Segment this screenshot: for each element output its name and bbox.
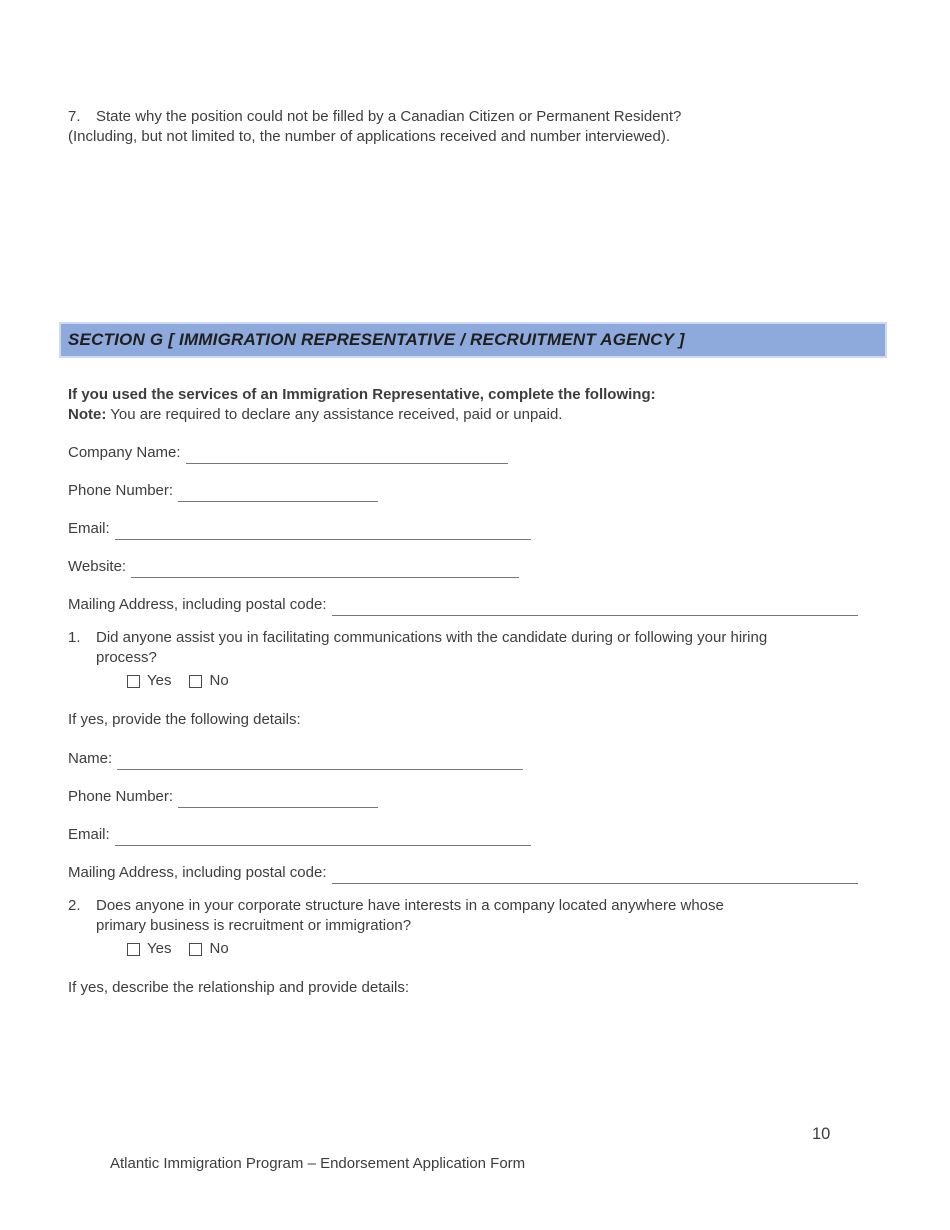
question-1-number: 1.	[68, 629, 81, 646]
question-7-number: 7.	[68, 108, 81, 125]
rep-website-label: Website:	[68, 558, 127, 575]
if-yes-prompt-1: If yes, provide the following details:	[68, 711, 301, 728]
if-yes-prompt-2: If yes, describe the relationship and provide details:	[68, 979, 410, 996]
assistant-phone-label: Phone Number:	[68, 788, 174, 805]
section-g-header	[59, 322, 887, 358]
question-7	[68, 107, 848, 146]
q1-no-checkbox[interactable]	[189, 675, 202, 688]
assistant-email-field	[68, 826, 531, 843]
question-2-number: 2.	[68, 897, 81, 914]
intro-instruction: If you used the services of an Immigration Representative, complete the following:	[68, 386, 656, 403]
q2-no-label: No	[209, 940, 229, 958]
question-2-line2: primary business is recruitment or immigration?	[96, 916, 412, 934]
question-1	[68, 628, 868, 690]
intro-note	[68, 405, 828, 425]
page-number: 10	[812, 1125, 831, 1143]
q1-no-label: No	[209, 672, 229, 690]
question-1-line1: Did anyone assist you in facilitating communications with the candidate during or following your hiring	[96, 629, 768, 646]
question-2-line1: Does anyone in your corporate structure have interests in a company located anywhere whose	[96, 897, 724, 914]
q1-yes-checkbox[interactable]	[127, 675, 140, 688]
rep-mailing-input-line[interactable]	[332, 603, 858, 616]
rep-mailing-field	[68, 596, 858, 613]
company-name-label: Company Name:	[68, 444, 181, 461]
rep-website-input-line[interactable]	[131, 565, 519, 578]
company-name-input-line[interactable]	[186, 451, 508, 464]
rep-mailing-label: Mailing Address, including postal code:	[68, 596, 327, 613]
rep-email-input-line[interactable]	[115, 527, 531, 540]
rep-email-field	[68, 520, 531, 537]
company-name-field	[68, 444, 508, 461]
rep-phone-input-line[interactable]	[178, 489, 378, 502]
note-text: You are required to declare any assistance received, paid or unpaid.	[110, 405, 563, 423]
q2-yes-label: Yes	[147, 940, 172, 958]
question-2-options	[127, 940, 868, 958]
rep-email-label: Email:	[68, 520, 110, 537]
rep-phone-field	[68, 482, 378, 499]
note-label: Note:	[68, 405, 107, 423]
footer-title: Atlantic Immigration Program – Endorsement Application Form	[110, 1155, 526, 1172]
question-1-options	[127, 672, 868, 690]
question-2	[68, 896, 868, 958]
assistant-email-input-line[interactable]	[115, 833, 531, 846]
assistant-mailing-input-line[interactable]	[332, 871, 858, 884]
assistant-email-label: Email:	[68, 826, 110, 843]
assistant-mailing-label: Mailing Address, including postal code:	[68, 864, 327, 881]
q1-yes-label: Yes	[147, 672, 172, 690]
assistant-phone-field	[68, 788, 378, 805]
q2-no-checkbox[interactable]	[189, 943, 202, 956]
question-7-line2: (Including, but not limited to, the number of applications received and number interviewed).	[68, 127, 670, 145]
assistant-mailing-field	[68, 864, 858, 881]
rep-website-field	[68, 558, 519, 575]
assistant-name-input-line[interactable]	[117, 757, 523, 770]
rep-phone-label: Phone Number:	[68, 482, 174, 499]
assistant-name-label: Name:	[68, 750, 113, 767]
q2-yes-checkbox[interactable]	[127, 943, 140, 956]
section-g-intro	[68, 385, 828, 424]
assistant-phone-input-line[interactable]	[178, 795, 378, 808]
section-g-title: SECTION G [ IMMIGRATION REPRESENTATIVE / RECRUITMENT AGENCY ]	[68, 330, 685, 349]
question-1-line2: process?	[96, 648, 157, 666]
question-7-text: State why the position could not be filled by a Canadian Citizen or Permanent Resident?	[96, 108, 682, 125]
question-7-line1	[68, 107, 848, 127]
assistant-name-field	[68, 750, 523, 767]
